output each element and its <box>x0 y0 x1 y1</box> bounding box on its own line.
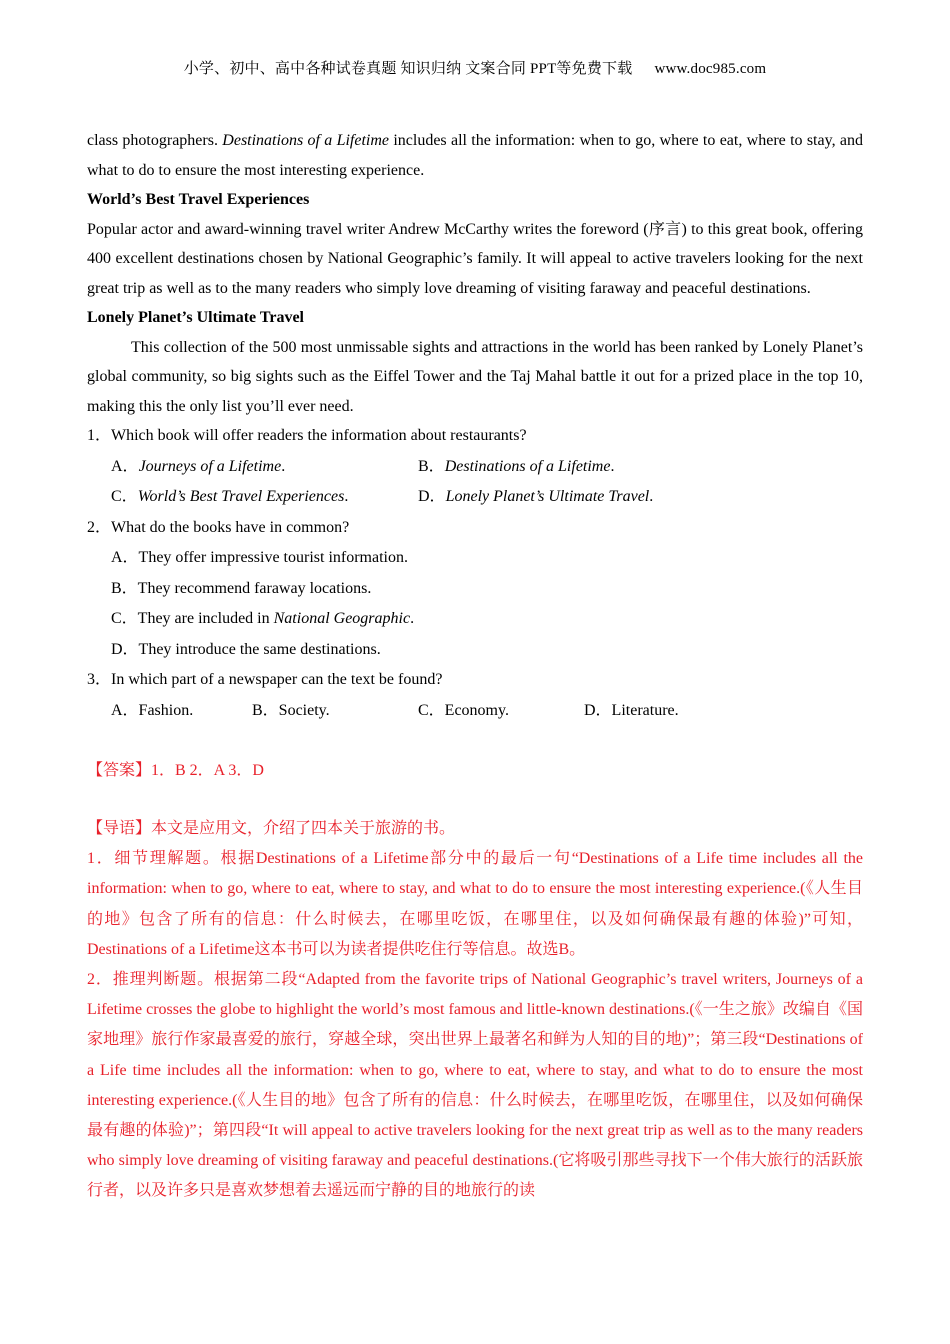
q3-option-c[interactable]: C．Economy. <box>418 701 509 719</box>
q1-option-a[interactable]: A．Journeys of a Lifetime. <box>111 457 286 475</box>
q2-option-c[interactable]: C．They are included in National Geographic. <box>111 610 415 627</box>
q3-option-d[interactable]: D．Literature. <box>584 701 679 719</box>
q3-option-a[interactable]: A．Fashion. <box>111 701 194 719</box>
question-3-options <box>87 696 863 727</box>
analysis-section <box>87 814 863 1207</box>
question-2-options <box>87 543 863 665</box>
page-header <box>0 57 950 78</box>
analysis-item-2: 2．推理判断题。根据第二段“Adapted from the favorite trips of National Geographic’s travel writers, Journeys of a Lifetime crosses the globe to highlight the world’s most famous and little-known destinations.(《一生之旅》改编自《国家地理》旅行作家最喜爱的旅行，穿越全球，突出世界上最著名和鲜为人知的目的地)”；第三段“Destinations of a Life time includes all the information: when to go, where to eat, where to stay, and what to do to ensure the most interesting experience.(《人生目的地》包含了所有的信息：什么时候去，在哪里吃饭，在哪里住，以及如何确保最有趣的体验)”；第四段“It will appeal to active travelers looking for the next great trip as well as to the many readers who simply love dreaming of visiting faraway and peaceful destinations.(它将吸引那些寻找下一个伟大旅行的活跃旅行者，以及许多只是喜欢梦想着去遥远而宁静的目的地旅行的读 <box>87 971 863 1200</box>
q2-option-b[interactable]: B．They recommend faraway locations. <box>111 579 372 597</box>
section-heading-3: Lonely Planet’s Ultimate Travel <box>87 309 304 326</box>
answer-key: 【答案】1．B 2．A 3．D <box>87 762 264 779</box>
analysis-item-1: 1．细节理解题。根据Destinations of a Lifetime部分中的最后一句“Destinations of a Life time includes all the information: when to go, where to eat, where to stay, and what to do to ensure the most interesting experience.(《人生目的地》包含了所有的信息：什么时候去，在哪里吃饭，在哪里住，以及如何确保最有趣的体验)”可知，Destinations of a Lifetime这本书可以为读者提供吃住行等信息。故选B。 <box>87 850 863 958</box>
q2-option-d[interactable]: D．They introduce the same destinations. <box>111 640 381 658</box>
question-1-stem: 1．Which book will offer readers the information about restaurants? <box>87 427 527 444</box>
passage-paragraph-1 <box>87 126 863 185</box>
q1-option-d[interactable]: D．Lonely Planet’s Ultimate Travel. <box>418 488 654 505</box>
question-3-stem: 3．In which part of a newspaper can the text be found? <box>87 671 443 688</box>
question-2-stem: 2．What do the books have in common? <box>87 518 350 536</box>
q1-option-b[interactable]: B．Destinations of a Lifetime. <box>418 457 615 475</box>
q1-option-c[interactable]: C．World’s Best Travel Experiences. <box>111 488 349 505</box>
document-body <box>87 126 863 1207</box>
p1-text-b: includes all the information: when to go, where to eat, where to stay, and what to do to ensure the most interesting experience. <box>87 132 863 179</box>
section-heading-2: World’s Best Travel Experiences <box>87 191 310 208</box>
passage-paragraph-3: This collection of the 500 most unmissable sights and attractions in the world has been ranked by Lonely Planet’s global community, so big sights such as the Eiffel Tower and the Taj Mahal battle it out for a prized place in the top 10, making this the only list you’ll ever need. <box>87 338 863 415</box>
p1-text-a: class photographers. <box>87 132 223 149</box>
header-url[interactable]: www.doc985.com <box>654 61 767 77</box>
q3-option-b[interactable]: B．Society. <box>252 701 330 719</box>
analysis-intro: 【导语】本文是应用文，介绍了四本关于旅游的书。 <box>87 820 456 837</box>
header-text: 小学、初中、高中各种试卷真题 知识归纳 文案合同 PPT等免费下载 <box>183 61 633 77</box>
question-1-options <box>87 452 863 513</box>
passage-paragraph-2: Popular actor and award-winning travel writer Andrew McCarthy writes the foreword (序言) to this great book, offering 400 excellent destinations chosen by National Geographic’s family. It will appeal to active travelers looking for the next great trip as well as to the many readers who simply love dreaming of visiting faraway and peaceful destinations. <box>87 220 863 297</box>
p1-book-title: Destinations of a Lifetime <box>222 132 390 149</box>
q2-option-a[interactable]: A．They offer impressive tourist information. <box>111 549 408 566</box>
